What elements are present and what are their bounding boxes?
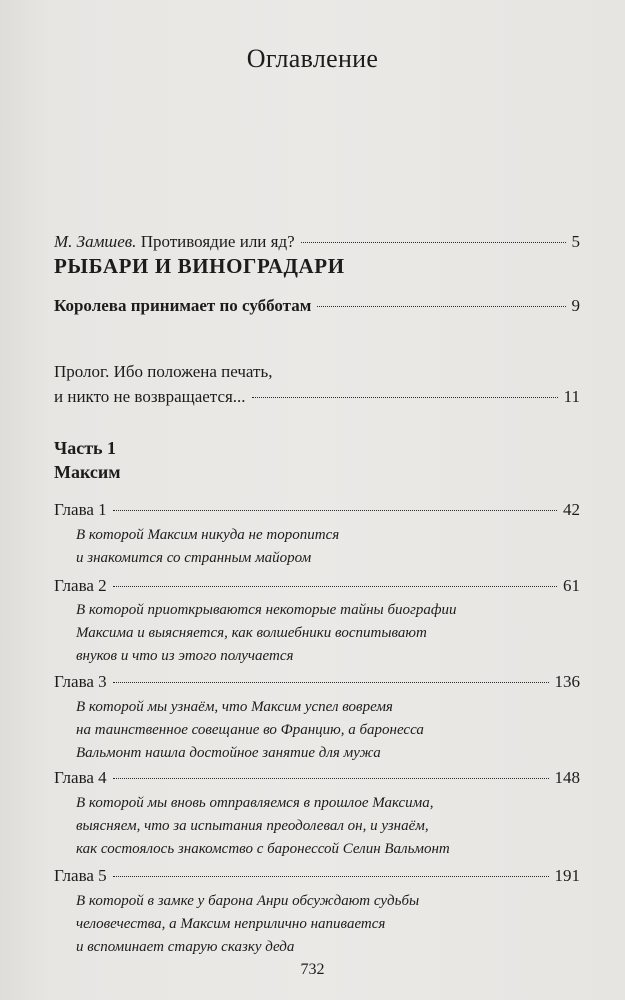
toc-title: Оглавление [246,44,379,73]
chapter-page: 42 [563,500,580,519]
queen-page: 9 [571,296,580,315]
intro-title: Противоядие или яд? [140,232,295,251]
part-number: Часть 1 [54,438,117,458]
description-line: Вальмонт нашла достойное занятие для мужа [76,745,381,761]
description-line: В которой Максим никуда не торопится [76,527,340,543]
chapter-page: 136 [554,672,580,691]
chapter-page: 61 [563,576,580,595]
intro-page: 5 [571,232,580,251]
page-number: 732 [300,961,325,978]
toc-entry-chapter-4 [54,768,580,788]
chapter-5-description [76,890,576,959]
dot-leader [113,586,557,587]
toc-entry-intro-label [54,232,295,252]
toc-entry-chapter-5 [54,866,580,886]
description-line: человечества, а Максим неприлично напивается [76,916,386,932]
dot-leader [113,876,549,877]
queen-title: Королева принимает по субботам [54,296,312,315]
chapter-4-description [76,792,576,861]
description-line: как состоялось знакомство с баронессой Селин Вальмонт [76,841,450,857]
description-line: и знакомится со странным майором [76,550,312,566]
description-line: Максима и выясняется, как волшебники воспитывают [76,625,427,641]
chapter-3-description [76,696,576,765]
toc-entry-queen [54,296,580,316]
dot-leader [113,510,557,511]
description-line: и вспоминает старую сказку деда [76,939,295,955]
description-line: В которой приоткрываются некоторые тайны биографии [76,602,457,618]
description-line: В которой мы узнаём, что Максим успел вовремя [76,699,393,715]
toc-entry-chapter-3 [54,672,580,692]
dot-leader [113,682,549,683]
prologue-page: 11 [563,387,580,406]
dot-leader [301,242,566,243]
section-title: РЫБАРИ И ВИНОГРАДАРИ [54,254,345,278]
chapter-1-description [76,524,576,570]
prologue-line2: и никто не возвращается... [54,387,246,406]
part-name: Максим [54,462,121,482]
toc-entry-chapter-2 [54,576,580,596]
toc-entry-prologue [54,387,580,407]
chapter-label: Глава 1 [54,500,107,519]
chapter-label: Глава 5 [54,866,107,885]
prologue-line1: Пролог. Ибо положена печать, [54,362,273,381]
dot-leader [113,778,549,779]
intro-author: М. Замшев. [54,232,137,251]
toc-entry-chapter-1 [54,500,580,520]
description-line: В которой мы вновь отправляемся в прошлое Максима, [76,795,434,811]
chapter-page: 191 [554,866,580,885]
description-line: внуков и что из этого получается [76,648,294,664]
chapter-label: Глава 4 [54,768,107,787]
description-line: В которой в замке у барона Анри обсуждают судьбы [76,893,420,909]
chapter-2-description [76,599,576,668]
description-line: выясняем, что за испытания преодолевал он, и узнаём, [76,818,429,834]
toc-entry-intro [54,232,580,252]
dot-leader [317,306,565,307]
dot-leader [252,397,558,398]
chapter-page: 148 [554,768,580,787]
chapter-label: Глава 2 [54,576,107,595]
chapter-label: Глава 3 [54,672,107,691]
description-line: на таинственное совещание во Францию, а баронесса [76,722,424,738]
